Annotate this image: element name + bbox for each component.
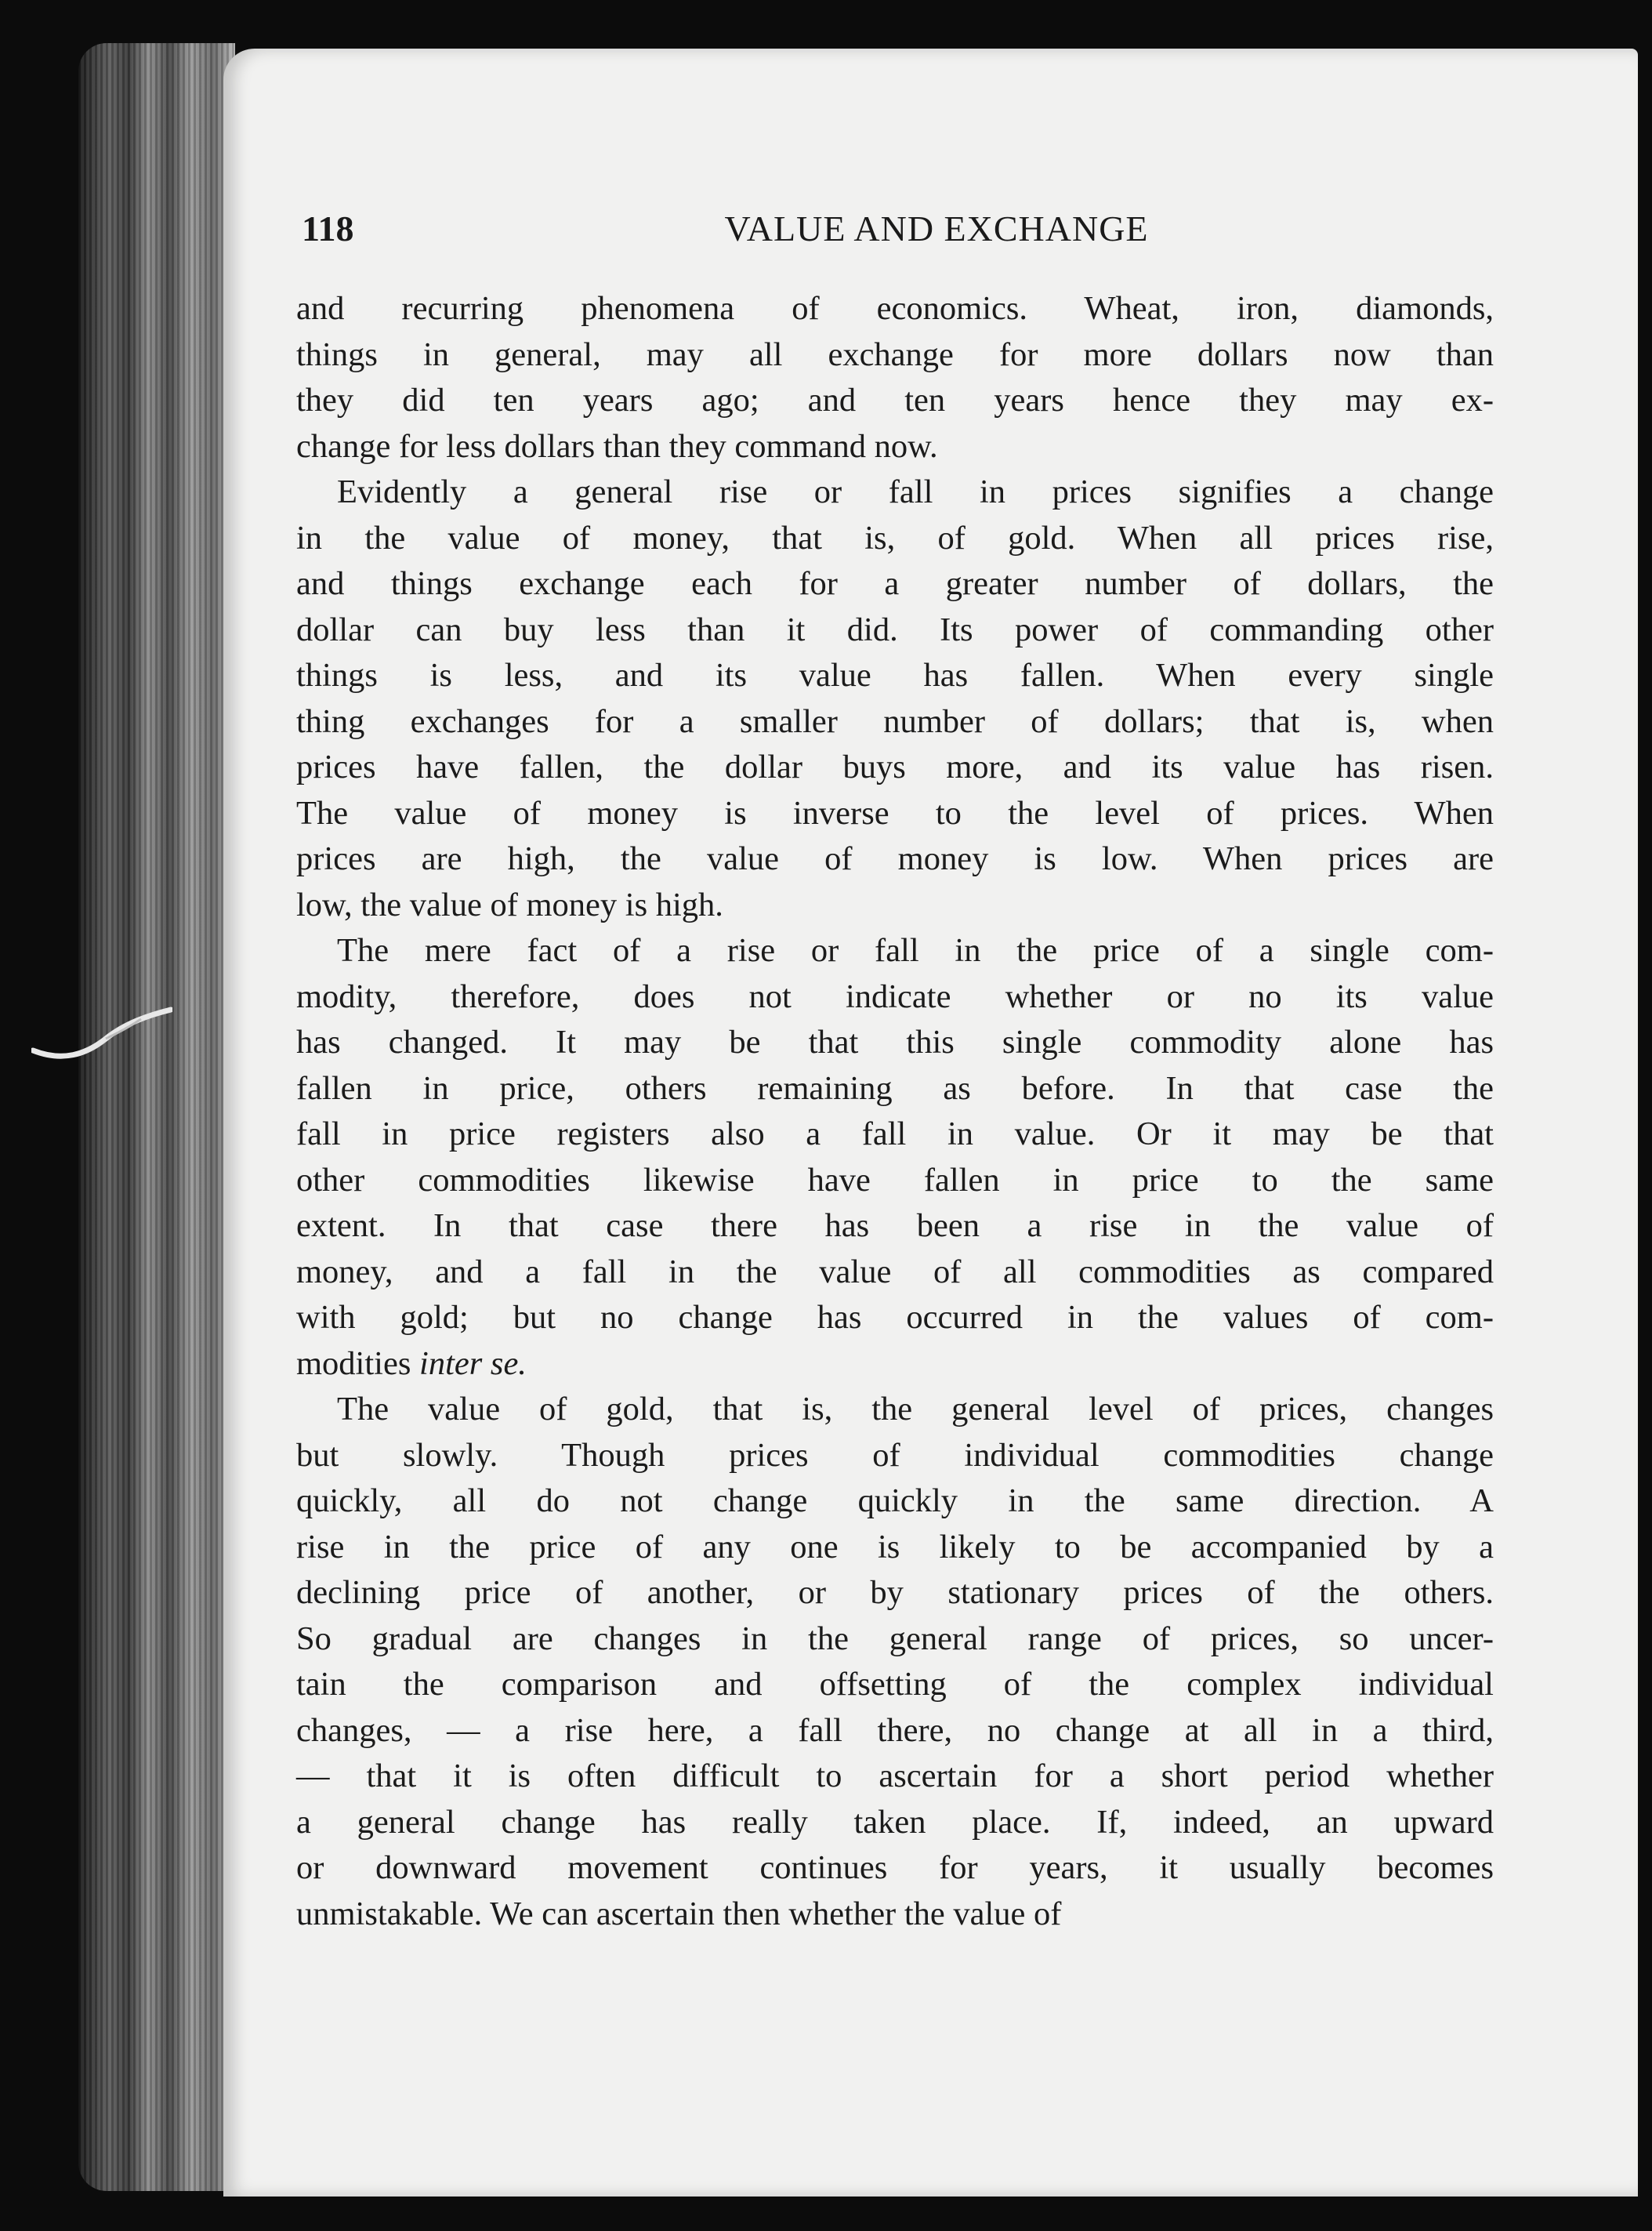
text-line: or downward movement continues for years, it usually becomes	[296, 1849, 1494, 1886]
paragraph	[296, 286, 1494, 470]
book-page-edges	[78, 43, 235, 2191]
text-line: money, and a fall in the value of all commodities as compared	[296, 1253, 1494, 1290]
text-line: other commodities likewise have fallen in price to the same	[296, 1161, 1494, 1199]
bookmark-ribbon	[31, 996, 172, 1082]
paragraph	[296, 928, 1494, 1387]
text-line: things in general, may all exchange for more dollars now than	[296, 336, 1494, 373]
text-line: in the value of money, that is, of gold. When all prices rise,	[296, 519, 1494, 557]
text-line: — that it is often difficult to ascertain for a short period whether	[296, 1758, 1494, 1794]
text-line: a general change has really taken place. If, indeed, an upward	[296, 1803, 1494, 1841]
text-line: thing exchanges for a smaller number of dollars; that is, when	[296, 702, 1494, 740]
text-line: The mere fact of a rise or fall in the price of a single com-	[337, 932, 1494, 969]
text-line: fallen in price, others remaining as before. In that case the	[296, 1069, 1494, 1107]
text-line: rise in the price of any one is likely to be accompanied by a	[296, 1528, 1494, 1565]
text-line: changes, — a rise here, a fall there, no change at all in a third,	[296, 1711, 1494, 1749]
text-line: unmistakable. We can ascertain then whether the value of	[296, 1895, 1062, 1932]
text-line: modity, therefore, does not indicate whether or no its value	[296, 978, 1494, 1015]
text-line: tain the comparison and offsetting of the complex individual	[296, 1666, 1494, 1703]
text-line: fall in price registers also a fall in value. Or it may be that	[296, 1116, 1494, 1152]
text-line: low, the value of money is high.	[296, 886, 723, 923]
text-line: prices are high, the value of money is low. When prices are	[296, 840, 1494, 877]
text-line: The value of money is inverse to the level of prices. When	[296, 794, 1494, 832]
text-line: prices have fallen, the dollar buys more, and its value has risen.	[296, 749, 1494, 785]
body-text	[296, 286, 1494, 1937]
text-line: things is less, and its value has fallen. When every single	[296, 657, 1494, 694]
text-line: change for less dollars than they command now.	[296, 427, 938, 465]
text-line: has changed. It may be that this single commodity alone has	[296, 1024, 1494, 1061]
text-line: with gold; but no change has occurred in the values of com-	[296, 1299, 1494, 1336]
text-line: modities inter se.	[296, 1344, 527, 1382]
text-line: extent. In that case there has been a rise in the value of	[296, 1207, 1494, 1244]
running-title: VALUE AND EXCHANGE	[724, 209, 1149, 248]
text-line: quickly, all do not change quickly in the same direction. A	[296, 1482, 1494, 1519]
text-line: Evidently a general rise or fall in prices signifies a change	[337, 473, 1494, 510]
paragraph	[296, 470, 1494, 928]
text-line: but slowly. Though prices of individual commodities change	[296, 1436, 1494, 1474]
text-line: declining price of another, or by stationary prices of the others.	[296, 1574, 1494, 1611]
paragraph	[296, 1387, 1494, 1937]
text-line: and recurring phenomena of economics. Wheat, iron, diamonds,	[296, 290, 1494, 327]
text-line: dollar can buy less than it did. Its power of commanding other	[296, 611, 1494, 648]
running-head	[302, 208, 1493, 263]
text-line: The value of gold, that is, the general level of prices, changes	[337, 1391, 1494, 1427]
text-line: they did ten years ago; and ten years hence they may ex-	[296, 382, 1494, 419]
page-number: 118	[302, 209, 354, 248]
text-line: So gradual are changes in the general range of prices, so uncer-	[296, 1620, 1494, 1657]
text-line: and things exchange each for a greater number of dollars, the	[296, 565, 1494, 602]
